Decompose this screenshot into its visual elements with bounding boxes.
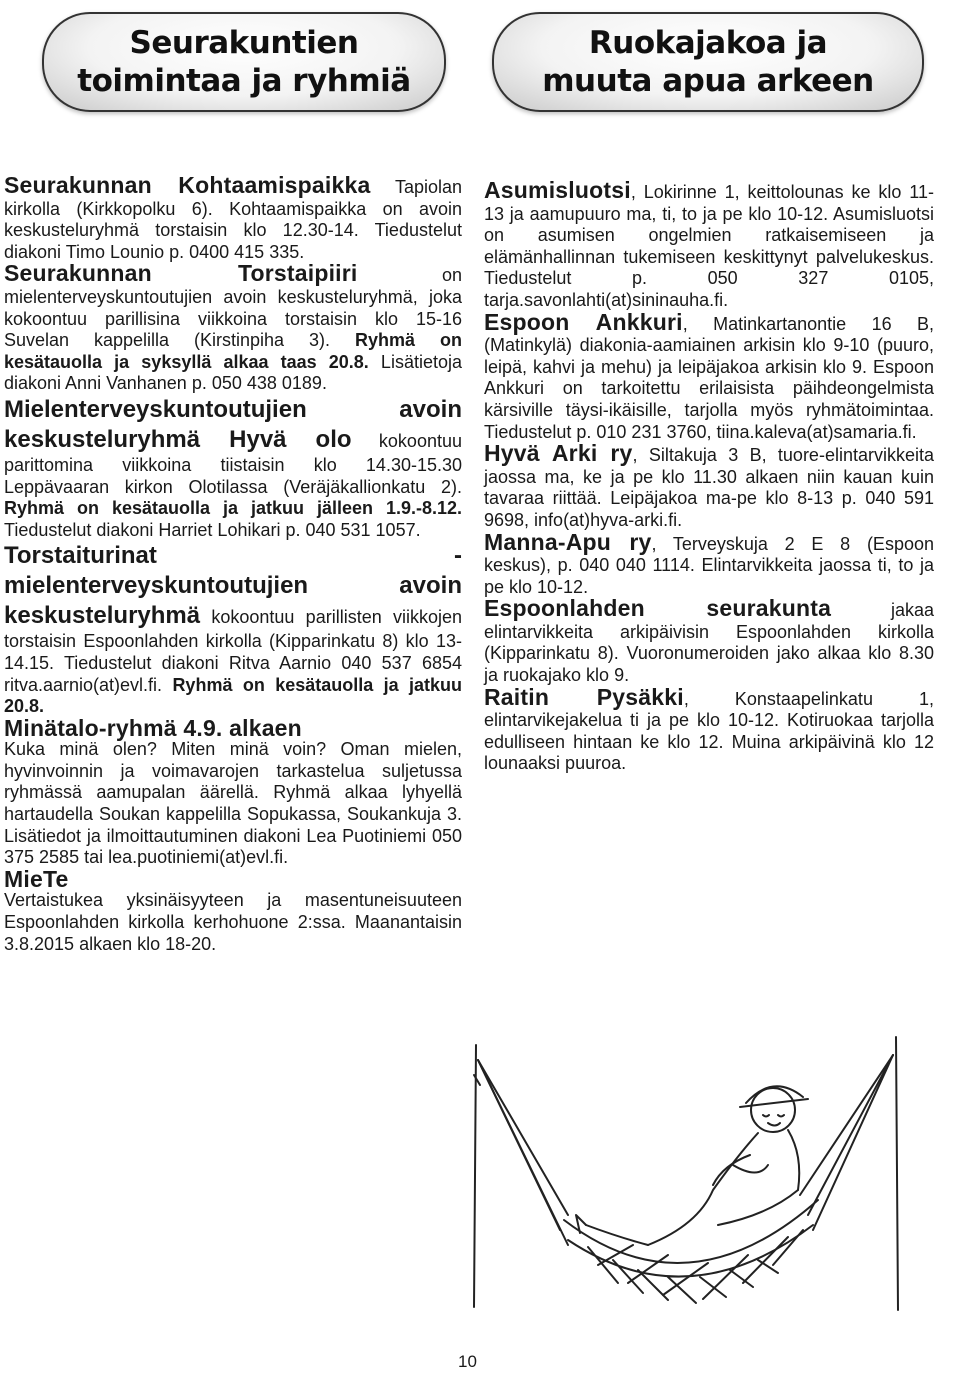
page-number: 10 <box>458 1352 477 1371</box>
left-column <box>4 172 463 955</box>
section-notice: Ryhmä on kesätauolla ja jatkuu 20.8. <box>4 674 462 717</box>
section-body: on mielenterveyskuntoutujien avoin keskusteluryhmä, joka kokoontuu parillisina viikkoina torstaisin klo 15-16 Suvelan kappelilla (Kirstinpiha 3). <box>4 265 462 351</box>
section-kohtaamispaikka <box>4 172 463 263</box>
header-left-title-line-1: Seurakuntien <box>129 25 359 61</box>
section-hyva-olo <box>4 395 462 541</box>
section-torstaipiiri <box>4 260 462 395</box>
section-hyva-arki <box>484 440 934 531</box>
section-title: Minätalo-ryhmä 4.9. alkaen <box>4 714 302 741</box>
section-body: , Lokirinne 1, keittolounas ke klo 11-13 ja aamupuuro ma, ti, to ja pe klo 10-12. Asumisluotsi on asumisen ongelmien ratkaisemiseen ja elämänhallinnan tukemiseen keskittynyt palvelukeskus. Tiedustelut p. 050 327 0105, tarja.savonlahti(at)sininauha.fi. <box>484 182 934 310</box>
section-title: Asumisluotsi <box>484 177 631 203</box>
section-title: Manna-Apu ry <box>484 528 652 555</box>
section-notice: Ryhmä on kesätauolla ja jatkuu jälleen 1.9.-8.12. <box>4 498 462 519</box>
section-body: , Siltakuja 3 B, tuore-elintarvikkeita jaossa ma, ke ja pe klo 11.30 alkaen niin kauan kuin tavaraa riittää. Leipäjakoa ma-pe klo 8-13 p. 040 591 9698, info(at)hyva-arki.fi. <box>484 445 934 530</box>
header-left-title-line-2: toimintaa ja ryhmiä <box>77 63 411 99</box>
section-minatalo <box>4 714 462 869</box>
section-title: MieTe <box>4 865 69 892</box>
section-title: Mielenterveyskuntoutujien avoin keskusteluryhmä Hyvä olo <box>4 395 462 453</box>
section-body: , Terveyskuja 2 E 8 (Espoon keskus), p. 040 040 1114. Elintarvikkeita jaossa ti, to ja pe klo 10-12. <box>484 533 934 597</box>
section-body: Tapiolan kirkolla (Kirkkopolku 6). Kohtaamispaikka on avoin keskusteluryhmä torstaisin klo 12.30-14. Tiedustelut diakoni Timo Lounio p. 0400 415 335. <box>4 177 463 262</box>
section-contact: Tiedustelut diakoni Harriet Lohikari p. 040 531 1057. <box>4 519 421 540</box>
section-body: , Matinkartanontie 16 B, (Matinkylä) diakonia-aamiainen arkisin klo 9-10 (puuro, leipä, kahvi ja mehu) ja leipäjakoa arkisin klo 9. Espoon Ankkuri on tarkoitettu erilaisista päihdeongelmista kärsiville täysi-ikäisille, tarjolla myös ryhmätoimintaa. Tiedustelut p. 010 231 3760, tiina.kaleva(at)samaria.fi. <box>484 313 934 442</box>
section-raitin-pysakki <box>484 683 934 775</box>
header-right-title-line-2: muuta apua arkeen <box>542 63 874 99</box>
section-title: Seurakunnan Kohtaamispaikka <box>4 172 371 198</box>
section-espoon-ankkuri <box>484 308 934 444</box>
section-title: Hyvä Arki ry <box>484 440 633 467</box>
section-notice: Ryhmä on kesätauolla ja syksyllä alkaa taas 20.8. <box>4 330 462 372</box>
section-manna-apu <box>484 528 934 599</box>
section-title: Espoon Ankkuri <box>484 308 683 335</box>
section-title: Espoonlahden seurakunta <box>484 595 832 622</box>
header-right-title-line-1: Ruokajakoa ja <box>588 25 828 61</box>
section-body: , Konstaapelinkatu 1, elintarvikejakelua ti ja pe klo 10-12. Kotiruokaa tarjolla edulliseen hintaan ke klo 12. Muina arkipäivinä klo 12 lounaaksi puuroa. <box>484 688 934 774</box>
right-column <box>484 177 934 775</box>
section-title: Raitin Pysäkki <box>484 683 684 710</box>
section-body: Vertaistukea yksinäisyyteen ja masentuneisuuteen Espoonlahden kirkolla kerhohuone 2:ssa. Maanantaisin 3.8.2015 alkaen klo 18-20. <box>4 890 462 954</box>
hammock-illustration-icon <box>468 1015 908 1315</box>
section-body: Kuka minä olen? Miten minä voin? Oman mielen, hyvinvoinnin ja voimavarojen tarkastelua suljetussa ryhmässä aamupalan äärellä. Ryhmä alkaa lyhyellä hartaudella Soukan kappelilla Sopukassa, Soukankuja 3. Lisätiedot ja ilmoittautuminen diakoni Lea Puotiniemi 050 375 2585 tai lea.puotiniemi(at)evl.fi. <box>4 739 462 868</box>
section-title: Seurakunnan Torstaipiiri <box>4 260 358 287</box>
section-body: kokoontuu parittomina viikkoina tiistaisin klo 14.30-15.30 Leppävaaran kirkon Olotilassa (Veräjäkallionkatu 2). <box>4 430 462 497</box>
section-torstaiturinat <box>4 541 462 717</box>
section-asumisluotsi <box>484 177 934 312</box>
section-body: jakaa elintarvikkeita arkipäivisin Espoonlahden kirkolla (Kipparinkatu 8). Vuoronumeroiden jako alkaa klo 8.30 ja ruokajako klo 9. <box>484 600 934 686</box>
header-right-title-banner <box>492 12 924 112</box>
section-contact: Lisätietoja diakoni Anni Vanhanen p. 050 438 0189. <box>4 351 462 394</box>
section-title: Torstaiturinat - mielenterveyskuntoutujien avoin keskusteluryhmä <box>4 542 462 630</box>
header-left-title-banner <box>42 12 446 112</box>
section-espoonlahden-seurakunta <box>484 595 934 686</box>
section-body: kokoontuu parillisten viikkojen torstaisin Espoonlahden kirkolla (Kipparinkatu 8) klo 13-14.15. Tiedustelut diakoni Ritva Aarnio 040 537 6854 ritva.aarnio(at)evl.fi. <box>4 607 462 695</box>
section-miete <box>4 865 462 955</box>
